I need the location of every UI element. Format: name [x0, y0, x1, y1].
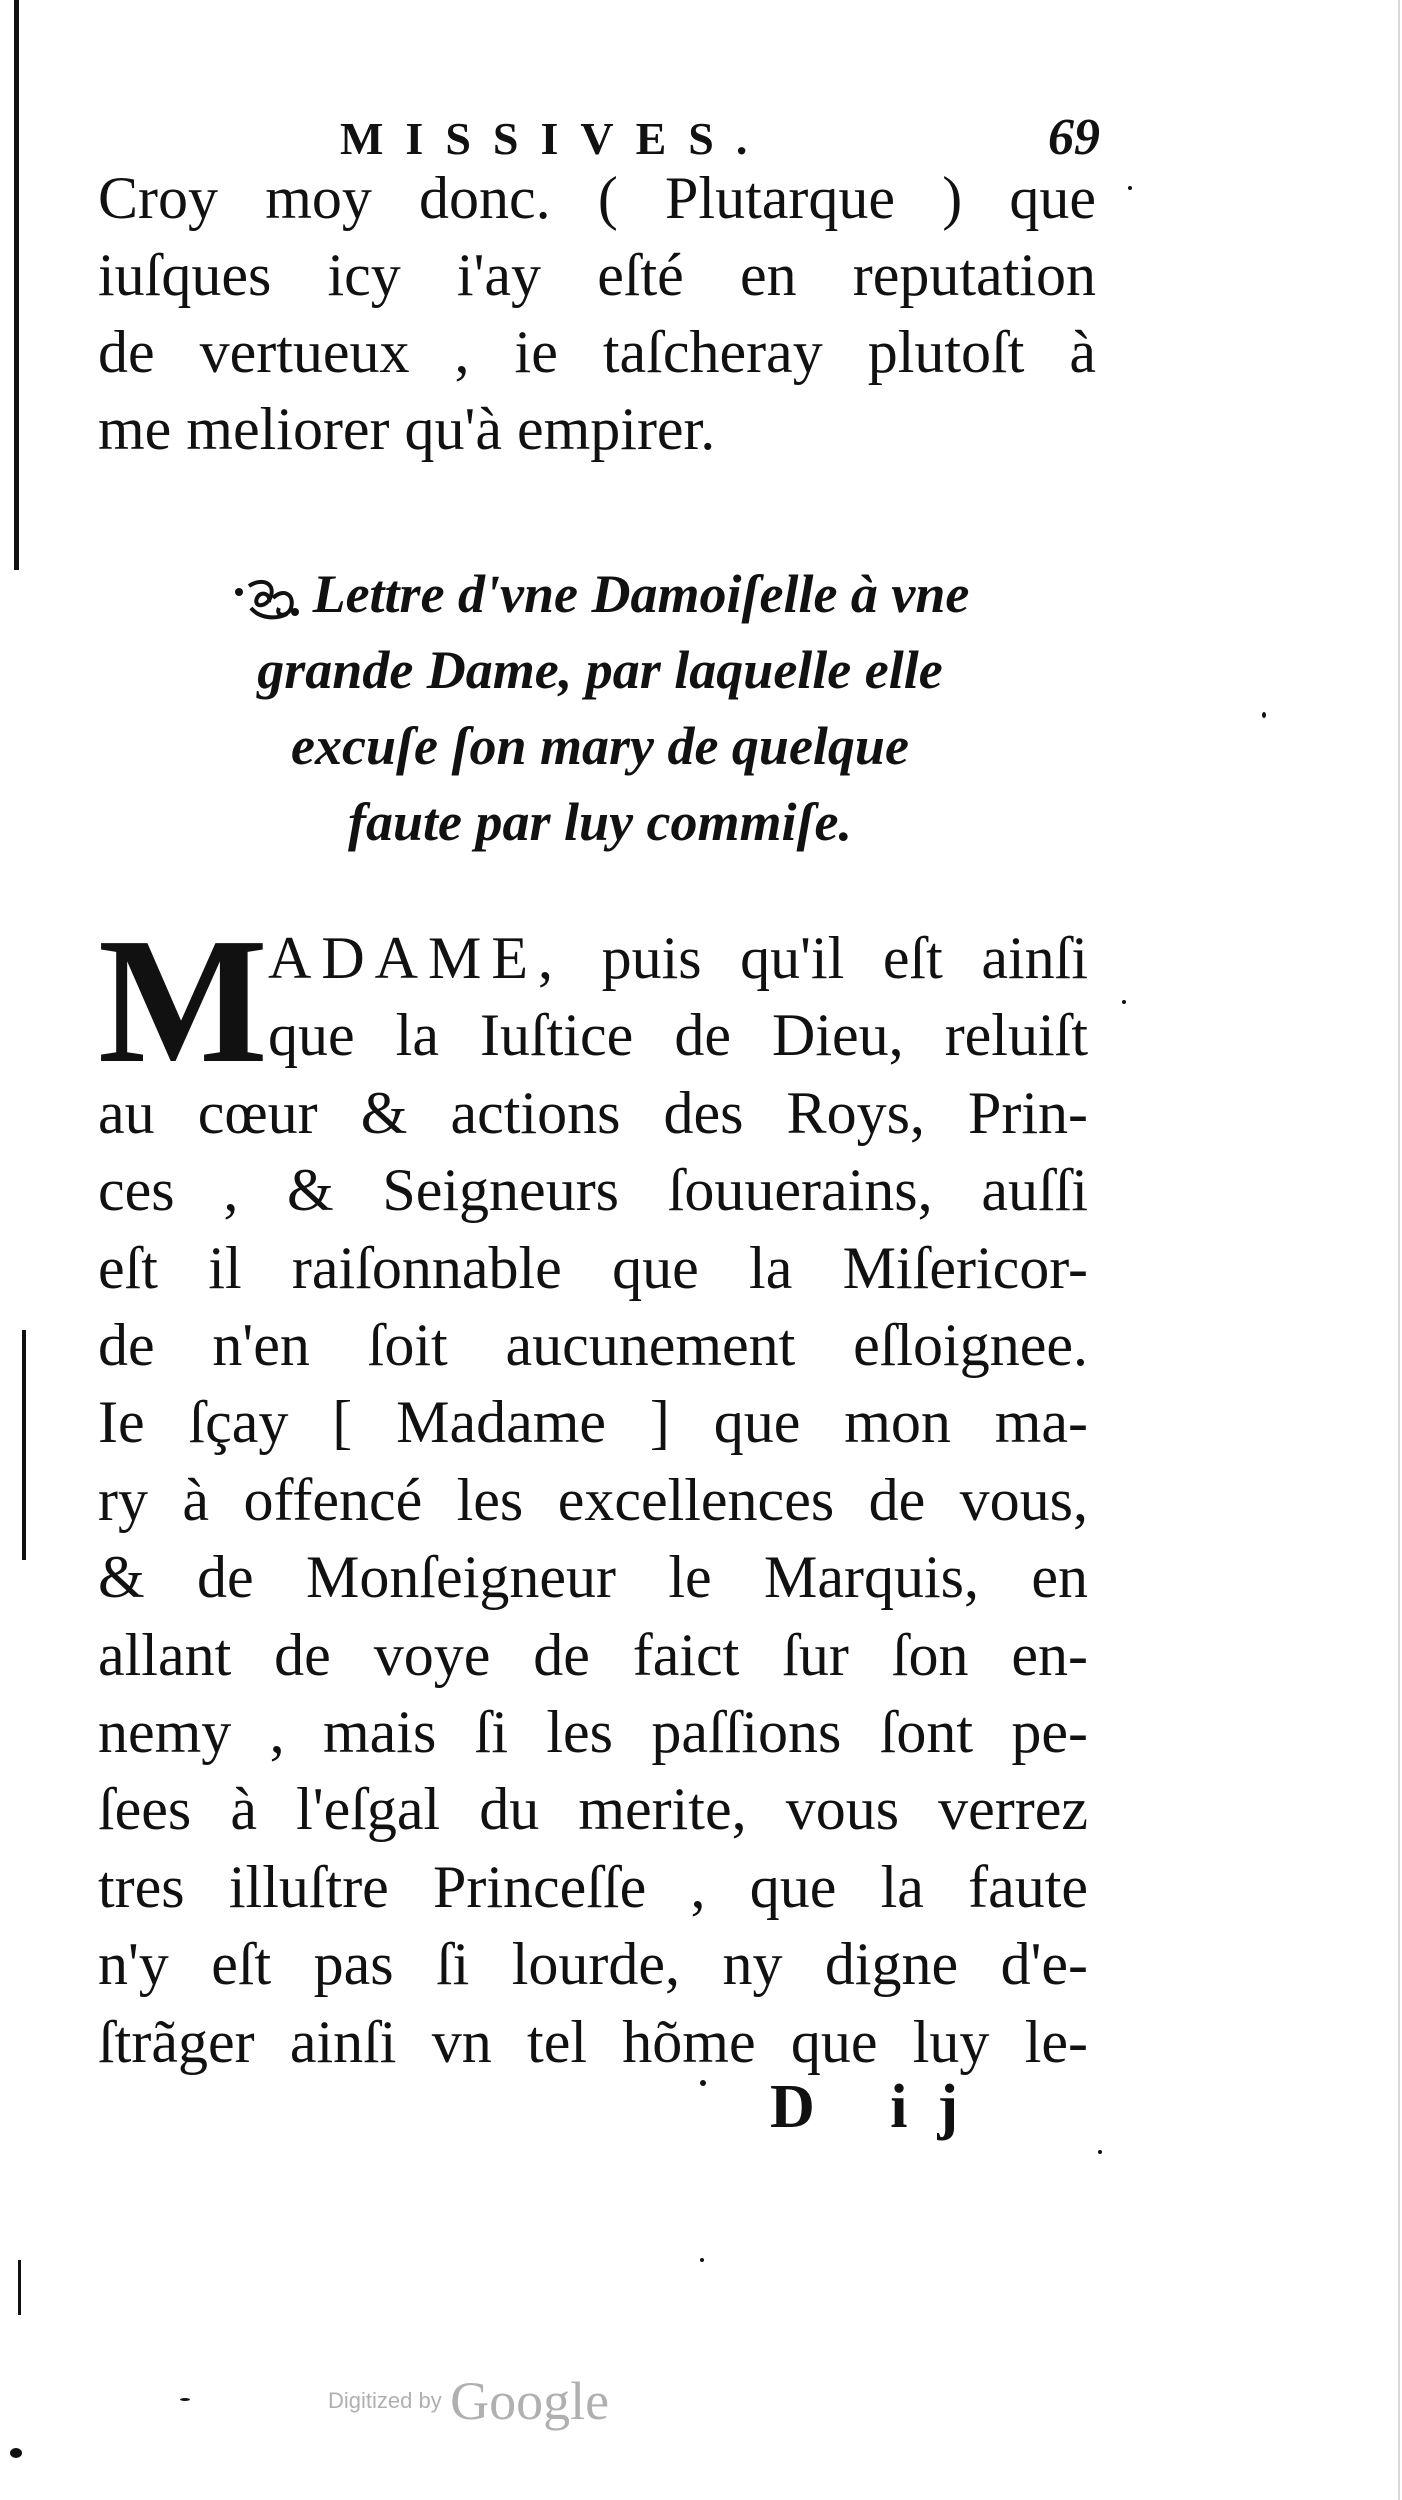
signature-mark: D ij — [770, 2073, 989, 2141]
print-speck — [10, 2448, 22, 2458]
text-line: ſtrãger ainſi vn tel hõme que luy le- — [98, 2008, 1088, 2075]
salutation-word: ADAME, — [268, 925, 563, 991]
heading-line: faute par luy commiſe. — [348, 792, 852, 852]
text-line: iuſques icy i'ay eſté en reputation — [98, 242, 1096, 308]
text-line: n'y eſt pas ſi lourde, ny digne d'e- — [98, 1931, 1088, 1998]
text-line: tres illuſtre Princeſſe , que la faute — [98, 1853, 1088, 1920]
text-line: & de Monſeigneur le Marquis, en — [98, 1544, 1088, 1611]
text-line: au cœur & actions des Roys, Prin- — [98, 1079, 1088, 1146]
page-number: 69 — [1048, 109, 1100, 166]
binding-edge-line — [14, 0, 19, 570]
text-line: Croy moy donc. ( Plutarque ) que — [98, 165, 1096, 231]
digitized-watermark — [328, 2370, 609, 2432]
intro-paragraph — [98, 160, 1096, 468]
text-line: de vertueux , ie taſcheray plutoſt à — [98, 319, 1096, 385]
page-edge-shadow — [1398, 0, 1400, 2500]
text-line: ry à offencé les excellences de vous, — [98, 1466, 1088, 1533]
first-line-text: puis qu'il eſt ainſi — [601, 925, 1089, 991]
digitized-by-label: Digitized by — [328, 2388, 442, 2413]
text-line: allant de voye de faict ſur ſon en- — [98, 1621, 1088, 1688]
heading-line: grande Dame, par laquelle elle — [257, 640, 943, 700]
heading-line — [140, 556, 1060, 632]
text-line: eſt il raiſonnable que la Miſericor- — [98, 1234, 1088, 1301]
text-line: de n'en ſoit aucunement eſloignee. — [98, 1312, 1088, 1379]
letter-heading — [140, 556, 1060, 860]
binding-edge-mark — [22, 1330, 26, 1560]
print-speck — [700, 2258, 704, 2262]
running-title: MISSIVES. — [340, 113, 770, 164]
text-line: Ie ſçay [ Madame ] que mon ma- — [98, 1389, 1088, 1456]
drop-capital: M — [98, 901, 268, 1100]
text-line: que la Iuſtice de Dieu, reluiſt — [268, 1002, 1088, 1069]
print-speck — [1098, 2150, 1102, 2154]
text-line: ſees à l'eſgal du merite, vous verrez — [98, 1776, 1088, 1843]
print-speck — [1128, 186, 1132, 190]
text-line: me meliorer qu'à empirer. — [98, 396, 716, 462]
print-speck — [700, 2080, 706, 2086]
binding-edge-mark-bottom — [18, 2260, 21, 2315]
print-speck — [180, 2398, 190, 2401]
text-line: nemy , mais ſi les paſſions ſont pe- — [98, 1699, 1088, 1766]
letter-body — [98, 901, 1089, 2081]
print-speck — [1262, 712, 1266, 718]
google-logo: Google — [450, 2371, 610, 2431]
heading-line: excuſe ſon mary de quelque — [291, 716, 909, 776]
text-line: ces , & Seigneurs ſouuerains, auſſi — [98, 1157, 1088, 1224]
fleuron-ornament-icon — [231, 578, 301, 622]
heading-line-text: Lettre d'vne Damoiſelle à vne — [312, 564, 970, 624]
print-speck — [1122, 1000, 1126, 1004]
